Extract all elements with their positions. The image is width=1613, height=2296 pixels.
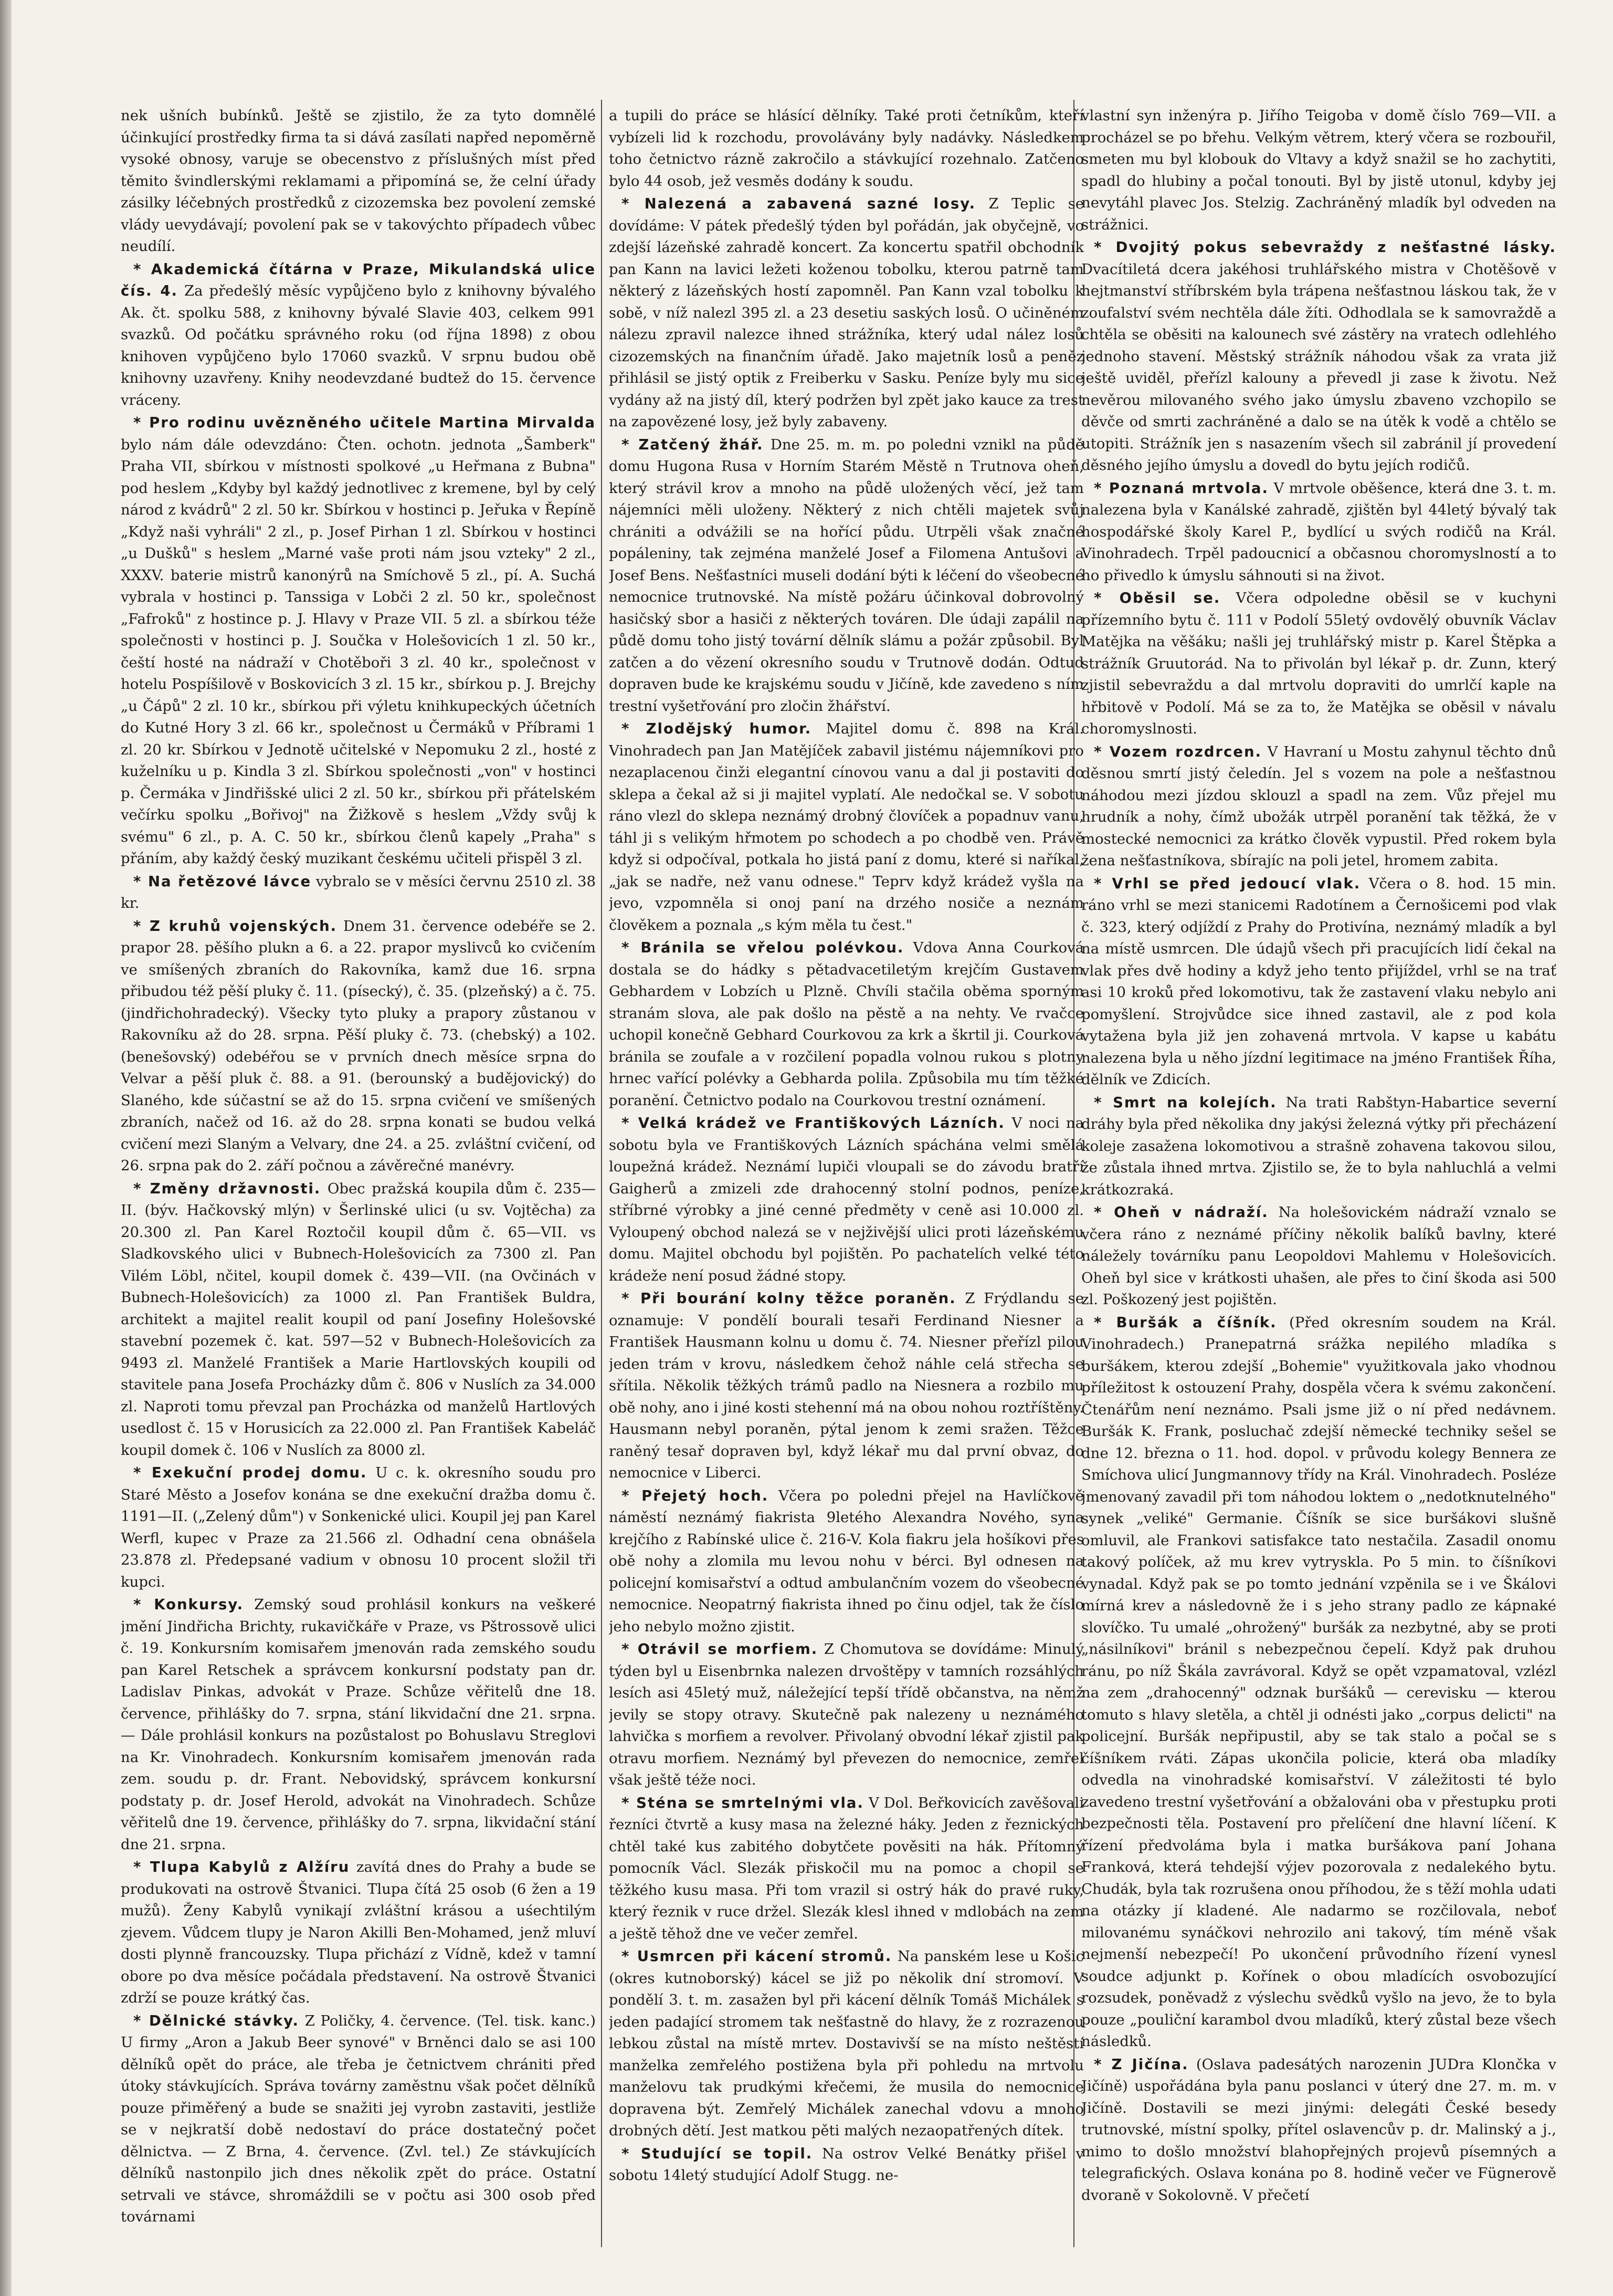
news-article: [1081, 873, 1556, 1091]
news-article: [121, 916, 596, 1177]
article-headline: * Bránila se vřelou polévkou.: [621, 939, 904, 956]
news-article: [1081, 237, 1556, 477]
news-article: [609, 1113, 1084, 1287]
article-headline: * Otrávil se morfiem.: [621, 1641, 818, 1658]
article-body: Na ostrov Velké Benátky přišel v sobotu 14letý studující Adolf Stugg. ne-: [609, 2145, 1084, 2184]
article-headline: * Smrt na kolejích.: [1094, 1094, 1277, 1111]
article-headline: * Usmrcen při kácení stromů.: [621, 1948, 892, 1965]
news-article: [609, 1288, 1084, 1484]
newspaper-column-3: [1081, 105, 1556, 2247]
article-body: Včera odpoledne oběsil se v kuchyni přízemního bytu č. 111 v Podolí 55letý ovdovělý obuvník Václav Matějka na věšáku; našli jej truhlářský mistr p. Karel Štěpka a strážník Gruutorád. Na to přivolán byl lékař p. dr. Zunn, který zjistil sebevraždu a dal mrtvolu dopraviti do umrlčí kaple na hřbitově v Podolí. Má se za to, že Matějka se oběsil v návalu choromyslnosti.: [1081, 590, 1556, 737]
news-article: [121, 1462, 596, 1593]
article-headline: * Z kruhů vojenských.: [133, 917, 338, 935]
newspaper-column-1: [121, 105, 596, 2247]
article-body: Za předešlý měsíc vypůjčeno bylo z knihovny bývalého Ak. čt. spolku 588, z knihovny bývalé Slavie 403, celkem 991 svazků. Od počátku správného roku (od října 1898) z obou knihoven vypůjčeno bylo 17060 svazků. V srpnu budou obě knihovny uzavřeny. Knihy neodevzdané budtež do 15. července vráceny.: [121, 282, 596, 408]
article-body: a tupili do práce se hlásící dělníky. Také proti četníkům, kteří vybízeli lid k rozchodu, provolávány byly nadávky. Následkem toho četnictvo rázně zakročilo a stávkující rozehnalo. Zatčeno bylo 44 osob, jež vesměs dodány k soudu.: [609, 107, 1084, 190]
article-body: Na holešovickém nádraží vznalo se včera ráno z neznámé příčiny několik balíků bavlny, které náležely továrníku panu Leopoldovi Mahlemu v Holešovicích. Oheň byl sice v krátkosti uhašen, ale přes to činí škoda asi 500 zl. Poškozený jest pojištěn.: [1081, 1204, 1556, 1308]
article-headline: * Dvojitý pokus sebevraždy z nešťastné lásky.: [1094, 239, 1556, 256]
article-body: Na trati Rabštyn-Habartice severní dráhy byla před několika dny jakýsi železná výtky při přecházení koleje zasažena lokomotivou a strašně zohavena takovou silou, že zůstala ihned mrtva. Zjistilo se, že to byla nahluchlá a velmi krátkozraká.: [1081, 1094, 1556, 1198]
news-article: [609, 1639, 1084, 1791]
article-body: Obec pražská koupila dům č. 235—II. (býv. Hačkovský mlýn) v Šerlinské ulici (u sv. Vojtěcha) za 20.300 zl. Pan Karel Roztočil koupil dům č. 65—VII. vs Sladkovského ulici v Bubnech-Holešovicích za 7300 zl. Pan Vilém Löbl, nčitel, koupil domek č. 439—VII. (na Ovčinách v Bubnech-Holešovicích) za 1000 zl. Pan František Buldra, architekt a majitel realit koupil od paní Josefiny Holešovské stavební pozemek č. kat. 597—52 v Bubnech-Holešovicích za 9493 zl. Manželé František a Marie Hartlovských koupili od stavitele pana Josefa Procházky dům č. 806 v Nuslích za 34.000 zl. Naproti tomu převzal pan Procházka od manželů Hartlových usedlost č. 15 v Horusicích za 22.000 zl. Pan František Kabeláč koupil domek č. 106 v Nuslích za 8000 zl.: [121, 1180, 596, 1459]
news-article: [121, 2010, 596, 2228]
article-headline: * Akademická čítárna v Praze, Mikulandská ulice čís. 4.: [121, 260, 596, 299]
newspaper-column-2: [609, 105, 1084, 2247]
news-article: [1081, 1312, 1556, 2053]
article-headline: * Oběsil se.: [1094, 590, 1221, 606]
article-body: (Před okresním soudem na Král. Vinohradech.) Pranepatrná srážka nepilého mladíka s buršákem, kterou zdejší „Bohemie" využitkovala jako vhodnou příležitost k ostouzení Prahy, dospěla včera k svému zakončení. Čtenářům není neznámo. Psali jsme již o ní před nedávnem. Buršák K. Frank, posluchač zdejší německé techniky sešel se dne 12. března o 11. hod. dopol. v průvodu kolegy Bennera ze Smíchova ulicí Jungmannovy třídy na Král. Vinohradech. Posléze jmenovaný zavadil při tom náhodou loktem o „nedotknutelného" synek „veliké" Germanie. Číšník se sice buršákovi slušně omluvil, ale Frankovi satisfakce tato nestačila. Zasadil onomu takový políček, až mu krev vytryskla. Po 5 min. to číšníkovi vynadal. Když pak se po tomto jednání vzpěnila se i ve Škálovi mírná krev a následovně že i s jeho strany padlo ze kápnaké slovíčko. Tu umalé „ohrožený" buršák za nezbytné, aby se proti „násilníkovi" bránil s nebezpečnou čepelí. Když pak druhou ránu, po níž Škála zavrávoral. Když se opět vzpamatoval, vzlézl na zem „drahocenný" odznak buršáků — cerevisku — kterou tomuto s hlavy sletěla, a chtěl ji odnésti jako „corpus delicti" na policejní. Buršák nepřipustil, aby se tak stalo a počal se s číšníkem rváti. Zápas ukončila policie, která oba mladíky odvedla na vinohradské komisařství. V záležitosti té bylo zavedeno trestní vyšetřování a obžalováni oba v přestupku proti bezpečnosti těla. Postavení pro přelíčení dne hlavní líčení. K řízení předvoláma byla i matka buršákova paní Johana Franková, která tehdejší výjev pozorovala z nedalekého bytu. Chudák, byla tak rozrušena onou příhodou, že s těží mohla udati na otázky jí kladené. Ale nadarmo se rozčilovala, neboť milovanému synáčkovi nehrozilo ani takový, tím méně však nejmenší nebezpečí! Po ukončení průvodního řízení vynesl soudce adjunkt p. Kořínek o obou mladících osvobozující rozsudek, poněvadž z výslechu svědků vyšlo na jevo, že to byla pouze „pouliční karambol dvou mladíků, který zůstal beze všech následků.: [1081, 1314, 1556, 2050]
article-headline: * Vrhl se před jedoucí vlak.: [1094, 875, 1361, 892]
news-article: [1081, 741, 1556, 872]
news-article: [1081, 1202, 1556, 1311]
article-headline: * Vozem rozdrcen.: [1094, 743, 1262, 760]
news-article: [1081, 478, 1556, 587]
news-article: [609, 2143, 1084, 2187]
news-article: [609, 1792, 1084, 1945]
article-body: zavítá dnes do Prahy a bude se produkovati na ostrově Štvanici. Tlupa čítá 25 osob (6 žen a 19 mužů). Ženy Kabylů vynikají zvláštní krásou a uśechtilým zjevem. Vůdcem tlupy je Naron Akilli Ben-Mohamed, jenž mluví dosti plynně francouzsky. Tlupa přichází z Vídně, kdež v tamní obore po dva měsíce počádala představení. Na ostrově Štvanici zdrží se pouze krátký čas.: [121, 1859, 596, 2006]
article-headline: * Konkursy.: [133, 1596, 244, 1613]
article-headline: * Při bourání kolny těžce poraněn.: [621, 1290, 956, 1307]
news-article: [1081, 1092, 1556, 1201]
article-body: V Dol. Beřkovicích zavěšovali řezníci čtvrtě a kusy masa na železné háky. Jeden z řeznických chtěl také kus zabitého dobytčete pověsiti na hák. Přítomný pomocník Václ. Slezák přiskočil mu na pomoc a chopil se těžkého kusu masa. Při tom vrazil si ostrý hák do pravé ruky, který řeznik v ruce držel. Slezák klesl ihned v mdlobách na zem a ještě těhož dne ve večer zemřel.: [609, 1794, 1084, 1942]
news-article: [609, 937, 1084, 1112]
article-body: Z Frýdlandu se oznamuje: V pondělí bourali tesaři Ferdinand Niesner a František Hausmann kolnu u domu č. 74. Niesner přeřízl pilou jeden trám v krovu, následkem čehož náhle celá střecha se sřítila. Několik těžkých trámů padlo na Niesnera a rozbilo mu obě nohy, ano i jiné kosti stehenní má na obou nohou roztříštěny. Hausmann nebyl poraněn, pýtal jenom k zemi sražen. Těžce raněný tesař dopraven byl, když lékař mu dal první obvaz, do nemocnice v Liberci.: [609, 1290, 1084, 1481]
news-article: [121, 412, 596, 870]
news-article: [609, 1485, 1084, 1638]
article-headline: * Poznaná mrtvola.: [1094, 479, 1269, 497]
article-body: Majitel domu č. 898 na Král. Vinohradech pan Jan Matějíček zabavil jistému nájemníkovi pro nezaplacenou činži elegantní cínovou vanu a dal ji postaviti do sklepa a čekal až si ji majitel vyplatí. Ale nedočkal se. V sobotu ráno vlezl do sklepa neznámý drobný človíček a popadnuv vanu, táhl ji s velikým hřmotem po schodech a po chodbě ven. Právě když si odpočíval, potkala ho jistá paní z domu, které si naříkal, „jak se nadře, než vanu odnese." Teprv když krádež vyšla na jevo, vzpomněla si onoj paní na drzého nosiče a neznám člověkem a poznala „s kým měla tu čest.": [609, 720, 1084, 934]
article-body: U c. k. okresního soudu pro Staré Město a Josefov konána se dne exekuční dražba domu č. 1191—II. („Zelený dům") v Sonkenické ulici. Koupil jej pan Karel Werfl, kupec v Praze za 21.566 zl. Odhadní cena obnášela 23.878 zl. Předepsané vadium v obnosu 10 procent složil tři kupci.: [121, 1464, 596, 1590]
article-headline: * Tlupa Kabylů z Alžíru: [133, 1859, 350, 1875]
article-body: nek ušních bubínků. Ještě se zjistilo, že za tyto domnělé účinkující prostředky firma ta si dává zasílati napřed nepoměrně vysoké obnosy, varuje se obecenstvo z příslušných míst před těmito švindlerskými reklamami a připomíná se, že celní úřady zásilky léčebných prostředků z cizozemska bez povolení zemské vlády uevydávají; povolení pak se v takovýchto případech vůbec neudílí.: [121, 107, 596, 255]
article-body: Dne 25. m. m. po poledni vznikl na půdě domu Hugona Rusa v Horním Starém Městě n Trutnova oheň, který strávil krov a mnoho na půdě uložených věcí, jež tam nájemníci měli uloženy. Některý z nich chtěli majetek svůj chrániti a odvážili se na hořící půdu. Utrpěli však značné popáleniny, tak zejména manželé Josef a Filomena Antušovi a Josef Bens. Nešťastníci museli dodání býti k léčení do všeobecné nemocnice trutnovské. Na místě požáru účinkoval dobrovolný hasičský sbor a hasiči z některých továren. Dle údaji zapálil na půdě domu toho jistý tovární dělník slámu a požár způsobil. Byl zatčen a do vězení okresního soudu v Trutnově dodán. Odtud dopraven bude ke krajskému soudu v Jičíně, kde zavedeno s ním trestní vyšetřování pro zločin žhářství.: [609, 436, 1084, 715]
article-body: Vdova Anna Courková dostala se do hádky s pětadvacetiletým krejčím Gustavem Gebhardem v Lobzích u Plzně. Chvíli stačila oběma sporným stranám slova, ale pak došlo na pěstě a na nehty. Ve rvačce uchopil konečně Gebhard Courkovou za krk a škrtil ji. Courková bránila se zoufale a v rozčilení popadla volnou rukou s plotny hrnec vařící polévky a Gebharda polila. Způsobila mu tím těžké poranění. Četnictvo podalo na Courkovou trestní oznámení.: [609, 939, 1084, 1109]
article-headline: * Studující se topil.: [621, 2145, 813, 2162]
news-article: [609, 105, 1084, 192]
article-headline: * Pro rodinu uvězněného učitele Martina Mirvalda: [133, 414, 596, 431]
article-body: vlastní syn inženýra p. Jiřího Teigoba v domě číslo 769—VII. a procházel se po břehu. Velkým větrem, který včera se rozbouřil, smeten mu byl klobouk do Vltavy a když snažil se ho zachytiti, spadl do hlubiny a počal tonouti. Byl by jistě utonul, kdyby jej nevytáhl plavec Jos. Stelzig. Zachráněný mladík byl odveden na strážnici.: [1081, 107, 1556, 233]
news-article: [121, 871, 596, 915]
article-headline: * Přejetý hoch.: [621, 1487, 769, 1504]
article-headline: * Sténa se smrtelnými vla.: [621, 1794, 864, 1811]
article-body: Dvacítiletá dcera jakéhosi truhlářského mistra v Chotěšově v hejtmanství stříbrském byla trápena nešťastnou láskou tak, že v zoufalství svém nechtěla dále žíti. Odhodlala se k samovraždě a chtěla se oběsiti na kalounech své zástěry na vratech odlehlého jednoho stavení. Městský strážník náhodou však za vrata již ještě uviděl, přeřízl kalouny a převedl ji zase k životu. Než nevěrou milovaného svého jako úmyslu zbaveno vzchopilo se děvče od smrti zachráněné a dalo se na útěk k vodě a chtělo se utopiti. Strážník jen s nasazením všech sil zabránil jí provedení děsného jejího úmyslu a dovedl do bytu jejích rodičů.: [1081, 260, 1556, 474]
article-body: vybralo se v měsíci červnu 2510 zl. 38 kr.: [121, 873, 596, 911]
article-body: (Oslava padesátých narozenin JUDra Klončka v Jičíně) uspořádána byla panu poslanci v úterý dne 27. m. m. v Jičíně. Dostavili se mezi jinými: delegáti České besedy trutnovské, místní spolky, přítel oslavencův p. dr. Malinský a j., mimo to došlo množství blahopřejných projevů písemných a telegrafických. Oslava konána po 8. hodině večer ve Fügnerově dvoraně v Sokolovně. V přečetí: [1081, 2056, 1556, 2204]
article-body: V noci na sobotu byla ve Františkových Lázních spáchána velmi smělá loupežná krádež. Neznámí lupiči vloupali se do závodu bratří Gaigherů a zmizeli zde drahocenný stolní podnos, peníze, stříbrné výrobky a jiné cenné předměty v ceně asi 10.000 zl. Vyloupený obchod nalezá se v nejživější ulici proti lázeňskému domu. Majitel obchodu byl pojištěn. Po pachatelích velké této krádeže není posud žádné stopy.: [609, 1115, 1084, 1284]
article-body: Včera po poledni přejel na Havlíčkově náměstí neznámý fiakrista 9letého Alexandra Nového, syna krejčího z Rabínské ulice č. 216-V. Kola fiakru jela hošíkovi přes obě nohy a zlomila mu levou nohu v bérci. Byl odnesen na policejní komisařství a odtud ambulančním vozem do všeobecné nemocnice. Neopatrný fiakrista ihned po činu odjel, tak že číslo jeho nebylo možno zjistit.: [609, 1487, 1084, 1635]
article-body: Z Chomutova se dovídáme: Minulý týden byl u Eisenbrnka nalezen drvoštěpy v tamních rozsáhlých lesích asi 45letý muž, náležející tepší třídě občanstva, na němž jevily se stopy otravy. Skutečně pak nalezeny u neznámého lahvička s morfiem a revolver. Přivolaný obvodní lékař zjistil pak otravu morfiem. Neznámý byl převezen do nemocnice, zemřel však ještě téže noci.: [609, 1641, 1084, 1788]
article-headline: * Oheň v nádraží.: [1094, 1204, 1269, 1221]
article-headline: * Z Jičína.: [1094, 2056, 1189, 2073]
column-rule: [601, 100, 602, 2247]
page-edge: [0, 0, 12, 2296]
article-headline: * Nalezená a zabavená sazné losy.: [621, 195, 976, 212]
article-body: Včera o 8. hod. 15 min. ráno vrhl se mezi stanicemi Radotínem a Černošicemi pod vlak č. 323, který odjíždí z Prahy do Protivína, neznámý mladík a byl na místě usmrcen. Dle údajů všech při pracujících lidí čekal na vlak přes dvě hodiny a když jeho tento přijíždel, vrhl se na trať asi 10 kroků před lokomotivu, tak že zastavení vlaku nebylo ani pomyšlení. Strojvůdce sice ihned zastavil, ale z pod kola vytažena byla již jen zohavená mrtvola. V kapse u kabátu nalezena byla u něho jízdní legitimace na jméno František Říha, dělník ve Zdicích.: [1081, 875, 1556, 1088]
article-headline: * Změny državnosti.: [133, 1180, 321, 1197]
article-headline: * Velká krádež ve Františkových Lázních.: [621, 1115, 1005, 1131]
news-article: [1081, 588, 1556, 740]
article-headline: * Zatčený žhář.: [621, 436, 764, 453]
article-body: Z Poličky, 4. července. (Tel. tisk. kanc.) U firmy „Aron a Jakub Beer synové" v Brněnci dalo se asi 100 dělníků opět do práce, ale třeba je četnictvem chrániti před útoky stávkujících. Správa továrny zaměstnu však počet dělníků pouze přiměřený a bude se snažiti jej vyrobn zastaviti, jestliže se v nejkratší době nedostaví do práce dostatečný počet dělnictva. — Z Brna, 4. července. (Zvl. tel.) Ze stávkujících dělníků nastonpilo jich dnes několik zpět do práce. Ostatní setrvali ve stávce, shromáždili se v počtu asi 300 osob před továrnami: [121, 2012, 596, 2225]
news-article: [121, 1857, 596, 2009]
news-article: [121, 259, 596, 412]
article-body: Zemský soud prohlásil konkurs na veškeré jmění Jindřicha Brichty, rukavičkáře v Praze, vs Pštrossově ulici č. 19. Konkursním komisařem jmenován rada zemského soudu pan Karel Retschek a správcem konkursní podstaty pan dr. Ladislav Pinkas, advokát v Praze. Schůze věřitelů dne 18. července, přihlášky do 7. srpna, stání likvidační dne 21. srpna. — Dále prohlásil konkurs na pozůstalost po Bohuslavu Streglovi na Kr. Vinohradech. Konkursním komisařem jmenován rada zem. soudu p. dr. Frant. Nebovidský, správcem konkursní podstaty p. dr. Josef Herold, advokát na Vinohradech. Schůze věřitelů dne 19. července, přihlášky do 7. srpna, likvidační stání dne 21. srpna.: [121, 1596, 596, 1853]
article-headline: * Buršák a číšník.: [1094, 1314, 1277, 1331]
article-body: Z Teplic se dovídáme: V pátek předešlý týden byl pořádán, jak obyčejně, vo zdejší lázeňské zahradě koncert. Za koncertu spatřil obchodník pan Kann na lavici ležeti koženou tobolku, kterou patrně tam některý z lázeňských hostí zapomněl. Pan Kann vzal tobolku k sobě, v níž nalezl 395 zl. a 23 desetiu saských losů. O učiněném nálezu zpravil nalezce ihned strážníka, který udal nález losů cizozemských na finančním úřadě. Jako majetník losů a peněz přihlásil se jistý optik z Freiberku v Sasku. Peníze byly mu sice vydány až na jistý díl, který podržen byl zpět jako kauce za trest na zapovězené losy, jež byly zabaveny.: [609, 195, 1084, 430]
article-headline: * Dělnické stávky.: [133, 2012, 299, 2029]
news-article: [609, 718, 1084, 936]
article-headline: * Exekuční prodej domu.: [133, 1464, 367, 1481]
article-body: V mrtvole oběšence, která dne 3. t. m. nalezena byla v Kanálské zahradě, zjištěn byl 44letý bývalý tak hospodářské školy Karel P., bydlící u svých rodičů na Král. Vinohradech. Trpěl padoucnicí a občasnou choromyslností a to ho přivedlo k úmyslu sáhnouti si na život.: [1081, 479, 1556, 584]
article-body: V Havraní u Mostu zahynul těchto dnů děsnou smrtí jistý čeledín. Jel s vozem na pole a nešťastnou náhodou mezi jízdou sklouzl a spadl na zem. Vůz přejel mu hrudník a nohy, čímž ubožák utrpěl poranění tak těžká, že v mostecké nemocnici za krátko člověk vypustil. Před rokem byla žena nešťastníkova, sbírajíc na poli jetel, hromem zabita.: [1081, 743, 1556, 869]
news-article: [121, 1594, 596, 1855]
article-headline: * Na řetězové lávce: [133, 873, 312, 890]
news-article: [609, 1946, 1084, 2142]
article-headline: * Zlodějský humor.: [621, 720, 812, 737]
news-article: [121, 1178, 596, 1462]
news-article: [1081, 2054, 1556, 2207]
news-article: [609, 193, 1084, 433]
article-body: bylo nám dále odevzdáno: Čten. ochotn. jednota „Šamberk" Praha VII, sbírkou v místnosti spolkové „u Heřmana z Bubna" pod heslem „Kdyby byl každý jednotlivec z kremene, byl by celý národ z kvádrů" 2 zl. 50 kr. Sbírkou v hostinci p. Jeřuka v Řepíně „Když naši vyhráli" 2 zl., p. Josef Pirhan 1 zl. Sbírkou v hostinci „u Dušků" s heslem „Marné vaše proti nám jsou vzteky" 2 zl., XXXV. baterie mistrů kanonýrů na Smíchově 5 zl., pí. A. Suchá vybrala v hostinci p. Tanssiga v Lobči 2 zl. 50 kr., společnost „Fafroků" z hostince p. J. Hlavy v Praze VII. 5 zl. a sbírkou téže společnosti v hostinci p. J. Součka v Holešovicích 1 zl. 50 kr., čeští hosté na nádraží v Chotěboři 3 zl. 40 kr., společnost v hotelu Pospíšilově v Boskovicích 3 zl. 15 kr., sbírkou p. J. Brejchy „u Čápů" 2 zl. 10 kr., sbírkou při výletu knihkupeckých účetních do Kutné Hory 3 zl. 66 kr., společnost u Čermáků v Příbrami 1 zl. 20 kr. Sbírkou v Jednotě učitelské v Nepomuku 2 zl., hosté z kuželníku u p. Kindla 3 zl. Sbírkou společnosti „von" v hostinci p. Čermáka v Jindřišské ulici 2 zl. 50 kr., sbírkou při přátelském večírku spolku „Bořivoj" na Žižkově s heslem „Vždy svůj k svému" 6 zl., p. A. C. 50 kr., sbírkou členů kapely „Praha" s přáním, aby každý český muzikant českému učiteli přispěl 3 zl.: [121, 436, 596, 867]
article-body: Na panském lese u Košic (okres kutnoborský) kácel se již po několik dní stromoví. V pondělí 3. t. m. zasažen byl při kácení dělník Tomáš Michálek s jeden padající stromem tak nešťastně do hlavy, že z rozrazenou lebkou zůstal na místě mrtev. Dostavivší se na místo neštěstí manželka zemřelého postižena byla při pohledu na mrtvolu manželovu tak prudkými křečemi, že musila do nemocnice dopravena být. Zemřelý Michálek zanechal vdovu a mnoho drobných dětí. Jest matkou pěti malých nezaopatřených dítek.: [609, 1948, 1084, 2139]
news-article: [609, 434, 1084, 718]
article-body: Dnem 31. července odebéře se 2. prapor 28. pěšího plukn a 6. a 22. prapor myslivců ko cvičením ve smíšených zbraních do Rakovníka, kamž due 16. srpna přibudou též pěší pluky č. 11. (písecký), č. 35. (plzeňský) a č. 75. (jindřichohradecký). Všecky tyto pluky a prapory zůstanou v Rakovníku až do 28. srpna. Pěší pluky č. 73. (chebský) a 102. (benešovský) odebéřou se v prvních dnech měsíce srpna do Velvar a pěší pluk č. 88. a 91. (berounský a budějovický) do Slaného, kde súčastní se až do 15. srpna cvičení ve smíšených zbraních, načež od 16. až do 28. srpna konati se budou velká cvičení mezi Slaným a Velvary, dne 24. a 25. zvláštní cvičení, od 26. srpna pak do 2. září počnou a závěrečné manévry.: [121, 917, 596, 1174]
news-article: [1081, 105, 1556, 236]
news-article: [121, 105, 596, 258]
